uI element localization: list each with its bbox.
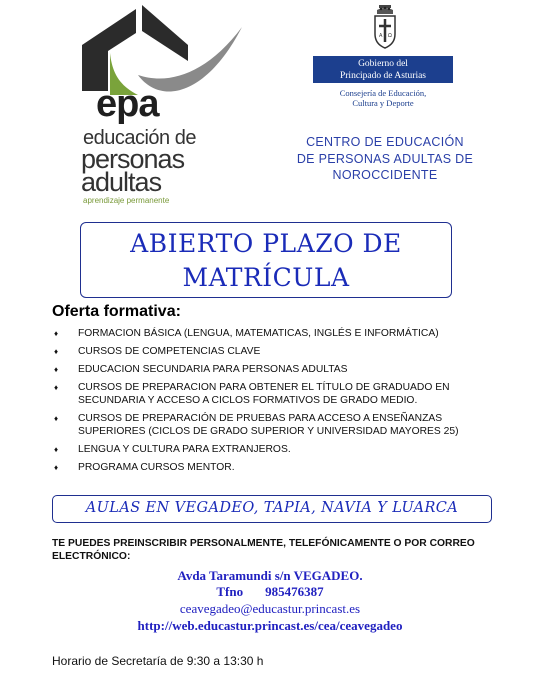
list-item [52, 412, 512, 438]
asturias-crest-icon [370, 4, 400, 50]
preinscribir-text: TE PUEDES PREINSCRIBIR PERSONALMENTE, TELEFÓNICAMENTE O POR CORREO ELECTRÓNICO: [52, 538, 475, 562]
list-item [52, 381, 512, 407]
logo-tagline: aprendizaje permanente [83, 196, 170, 205]
phone-number: 985476387 [265, 584, 324, 599]
oferta-list [52, 327, 512, 479]
list-item-text: CURSOS DE PREPARACIÓN DE PRUEBAS PARA ACCESO A ENSEÑANZAS SUPERIORES (CICLOS DE GRADO SUPERIOR Y UNIVERSIDAD MAYORES 25) [78, 413, 459, 437]
consejeria-line1: Consejería de Educación, [339, 88, 427, 98]
centro-line1: CENTRO DE EDUCACIÓN [306, 135, 464, 149]
diamond-bullet-icon: ♦ [54, 329, 59, 338]
matricula-banner [80, 222, 452, 298]
gobierno-line2: Principado de Asturias [339, 71, 426, 81]
svg-text:A: A [379, 33, 383, 39]
list-item [52, 327, 512, 340]
list-item [52, 363, 512, 376]
consejeria [313, 88, 453, 108]
logo-line-personas: personas [81, 144, 185, 174]
contact-web-link[interactable]: http://web.educastur.princast.es/cea/ceavegadeo [137, 618, 403, 633]
diamond-bullet-icon: ♦ [54, 414, 59, 423]
banner-line1: ABIERTO PLAZO DE [130, 229, 402, 258]
banner-line2: MATRÍCULA [182, 263, 350, 292]
contact-phone [90, 584, 450, 600]
centro-line3: NOROCCIDENTE [332, 168, 438, 182]
list-item-text: LENGUA Y CULTURA PARA EXTRANJEROS. [78, 444, 291, 455]
contact-address: Avda Taramundi s/n VEGADEO. [177, 568, 363, 583]
diamond-bullet-icon: ♦ [54, 383, 59, 392]
svg-text:Ω: Ω [388, 33, 392, 39]
contact-email[interactable]: ceavegadeo@educastur.princast.es [179, 601, 361, 616]
horario-secretaria: Horario de Secretaría de 9:30 a 13:30 h [52, 654, 264, 668]
diamond-bullet-icon: ♦ [54, 347, 59, 356]
list-item-text: CURSOS DE COMPETENCIAS CLAVE [78, 346, 261, 357]
list-item-text: EDUCACION SECUNDARIA PARA PERSONAS ADULTAS [78, 364, 348, 375]
diamond-bullet-icon: ♦ [54, 365, 59, 374]
phone-label: Tfno [216, 584, 244, 599]
list-item-text: CURSOS DE PREPARACION PARA OBTENER EL TÍTULO DE GRADUADO EN SECUNDARIA Y ACCESO A CICLOS FORMATIVOS DE GRADO MEDIO. [78, 382, 450, 406]
list-item-text: PROGRAMA CURSOS MENTOR. [78, 462, 235, 473]
list-item [52, 443, 512, 456]
gobierno-box [313, 56, 453, 83]
centro-name [270, 134, 500, 184]
logo-line-adultas: adultas [81, 167, 162, 197]
epa-brand: epa [96, 83, 159, 125]
list-item [52, 345, 512, 358]
centro-line2: DE PERSONAS ADULTAS DE [296, 151, 474, 166]
list-item-text: FORMACION BÁSICA (LENGUA, MATEMATICAS, INGLÉS E INFORMÁTICA) [78, 328, 439, 339]
logo-line-educacion: educación de [83, 127, 196, 149]
consejeria-line2: Cultura y Deporte [352, 98, 414, 108]
diamond-bullet-icon: ♦ [54, 445, 59, 454]
diamond-bullet-icon: ♦ [54, 463, 59, 472]
aulas-banner: AULAS EN VEGADEO, TAPIA, NAVIA Y LUARCA [52, 495, 492, 523]
oferta-title: Oferta formativa: [52, 303, 181, 320]
list-item [52, 461, 512, 474]
gobierno-line1: Gobierno del [358, 59, 408, 69]
epa-logo [78, 5, 248, 205]
